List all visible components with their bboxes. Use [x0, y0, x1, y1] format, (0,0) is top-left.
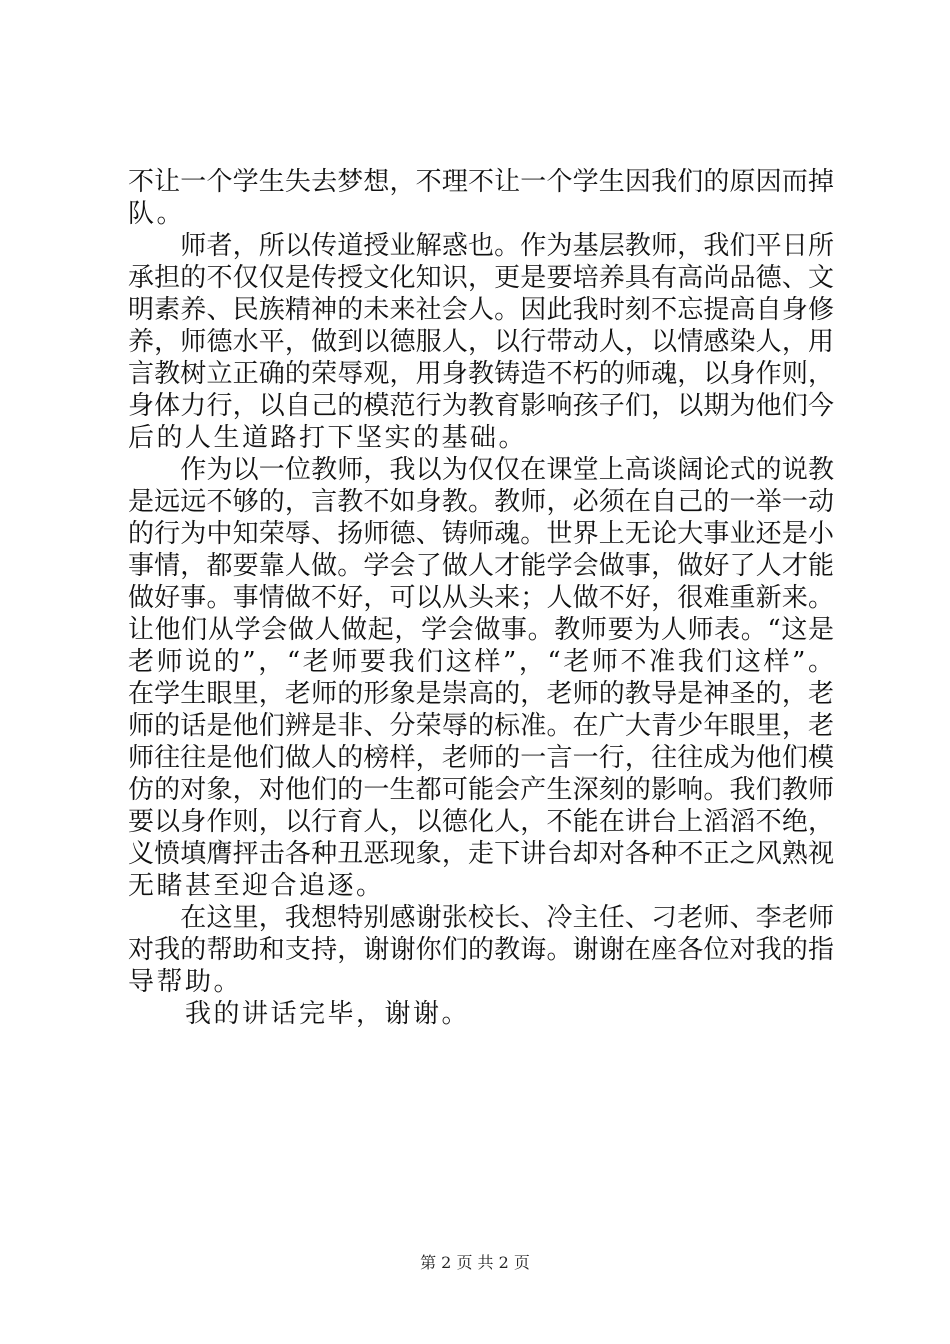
text-line: 养，师德水平，做到以德服人，以行带动人，以情感染人，用: [128, 327, 834, 357]
text-line: 师往往是他们做人的榜样，老师的一言一行，往往成为他们模: [128, 743, 834, 773]
text-line: 事情，都要靠人做。学会了做人才能学会做事，做好了人才能: [128, 551, 834, 581]
text-line: 做好事。事情做不好，可以从头来；人做不好，很难重新来。: [128, 583, 834, 613]
text-line: 义愤填膺抨击各种丑恶现象，走下讲台却对各种不正之风熟视: [128, 839, 834, 869]
text-line: 身体力行，以自己的模范行为教育影响孩子们，以期为他们今: [128, 391, 834, 421]
text-line: 师者，所以传道授业解惑也。作为基层教师，我们平日所: [128, 231, 834, 261]
text-line: 仿的对象，对他们的一生都可能会产生深刻的影响。我们教师: [128, 775, 834, 805]
text-line: 的行为中知荣辱、扬师德、铸师魂。世界上无论大事业还是小: [128, 519, 834, 549]
text-line: 无睹甚至迎合追逐。: [128, 871, 385, 901]
text-line: 在学生眼里，老师的形象是崇高的，老师的教导是神圣的，老: [128, 679, 834, 709]
text-line: 要以身作则，以行育人，以德化人，不能在讲台上滔滔不绝，: [128, 807, 834, 837]
text-line: 是远远不够的，言教不如身教。教师，必须在自己的一举一动: [128, 487, 834, 517]
text-line: 老师说的”，“老师要我们这样”，“老师不准我们这样”。: [128, 647, 834, 677]
text-line: 导帮助。: [128, 967, 243, 997]
page-number-footer: 第 2 页 共 2 页: [420, 1253, 530, 1272]
text-line: 承担的不仅仅是传授文化知识，更是要培养具有高尚品德、文: [128, 263, 834, 293]
text-line: 明素养、民族精神的未来社会人。因此我时刻不忘提高自身修: [128, 295, 834, 325]
text-line: 队。: [128, 199, 186, 229]
text-line: 作为以一位教师，我以为仅仅在课堂上高谈阔论式的说教: [128, 455, 834, 485]
text-line: 让他们从学会做人做起，学会做事。教师要为人师表。“这是: [128, 615, 834, 645]
text-line: 师的话是他们辨是非、分荣辱的标准。在广大青少年眼里，老: [128, 711, 834, 741]
text-line: 言教树立正确的荣辱观，用身教铸造不朽的师魂，以身作则，: [128, 359, 834, 389]
text-line: 后的人生道路打下坚实的基础。: [128, 423, 528, 453]
text-line: 对我的帮助和支持，谢谢你们的教诲。谢谢在座各位对我的指: [128, 935, 834, 965]
document-body: [128, 166, 834, 1030]
text-line: 在这里，我想特别感谢张校长、冷主任、刁老师、李老师: [128, 903, 834, 933]
text-line: 不让一个学生失去梦想，不理不让一个学生因我们的原因而掉: [128, 167, 834, 197]
text-line: 我的讲话完毕，谢谢。: [128, 999, 471, 1029]
